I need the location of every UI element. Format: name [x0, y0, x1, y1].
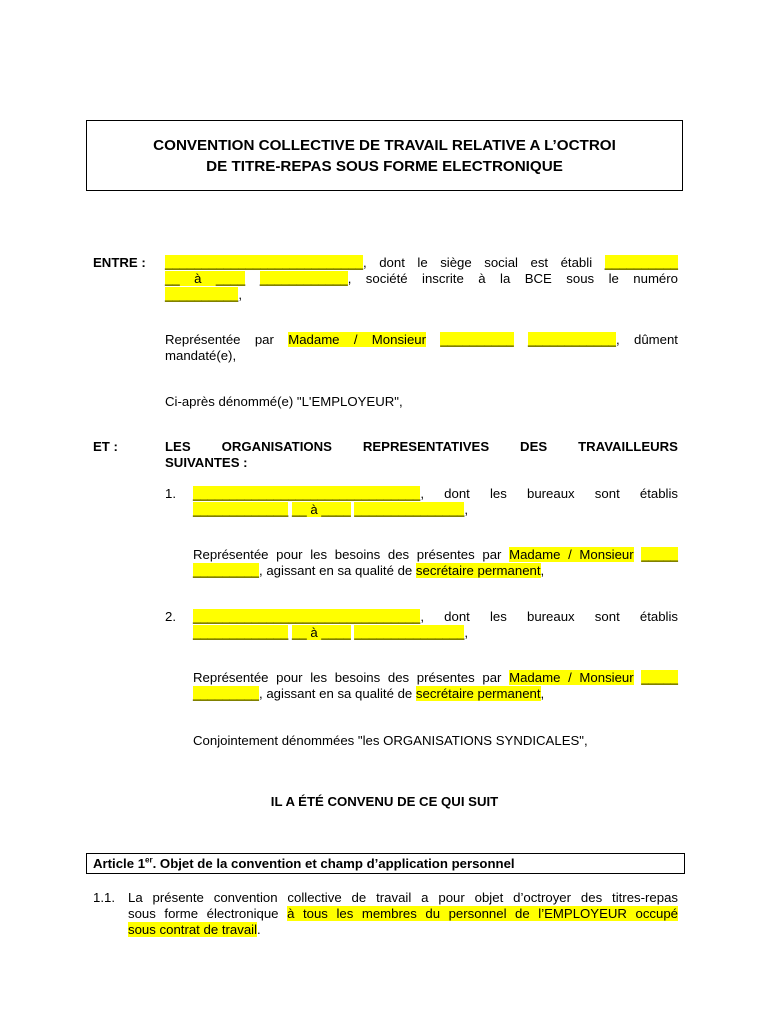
conjointement-paragraph: Conjointement dénommées "les ORGANISATIONS SYNDICALES",: [193, 733, 588, 748]
org-1-address-blank[interactable]: _____________: [193, 502, 289, 517]
clause-1-1-number: 1.1.: [93, 890, 115, 905]
madame-monsieur-highlight: Madame / Monsieur: [288, 332, 427, 347]
et-label: ET :: [93, 439, 118, 454]
org-1-rep-blank[interactable]: _____: [641, 547, 678, 562]
entre-label: ENTRE :: [93, 255, 146, 270]
org-1-paragraph: _______________________________, dont les bureaux sont établis _____________ __ à ____ _______________,: [193, 486, 678, 517]
representative-lastname-blank[interactable]: ____________: [528, 332, 617, 347]
org-2-paragraph: _______________________________, dont les bureaux sont établis _____________ __ à ____ _______________,: [193, 609, 678, 640]
convenu-heading: IL A ÉTÉ CONVENU DE CE QUI SUIT: [270, 794, 499, 809]
org-1-city-blank[interactable]: _______________: [354, 502, 465, 517]
ci-apres-paragraph: Ci-après dénommé(e) "L'EMPLOYEUR",: [165, 394, 403, 409]
representee-line-1: Représentée par Madame / Monsieur __________ ____________, dûment: [165, 332, 678, 347]
representative-firstname-blank[interactable]: __________: [440, 332, 514, 347]
representee-line-2: mandaté(e),: [165, 348, 237, 363]
org-2-rep-blank[interactable]: _____: [641, 670, 678, 685]
entre-line-1: ___________________________, dont le siège social est établi __________: [165, 255, 678, 270]
org-1-name-blank[interactable]: _______________________________: [193, 486, 421, 501]
org-2-name-blank[interactable]: _______________________________: [193, 609, 421, 624]
document-title-line-1: CONVENTION COLLECTIVE DE TRAVAIL RELATIVE A L’OCTROI: [153, 136, 616, 154]
postcode-blank[interactable]: __: [165, 271, 180, 286]
org-1-number: 1.: [165, 486, 176, 501]
bce-number-blank[interactable]: __________: [165, 287, 239, 302]
document-title-line-2: DE TITRE-REPAS SOUS FORME ELECTRONIQUE: [206, 157, 563, 175]
clause-1-1-paragraph: La présente convention collective de travail a pour objet d’octroyer des titres-repas sous forme électronique à tous les membres du personnel de l’EMPLOYEUR occupé sous contrat de travail.: [128, 890, 679, 937]
company-name-blank[interactable]: ___________________________: [165, 255, 364, 270]
org-2-number: 2.: [165, 609, 176, 624]
org-1-postcode-blank-2[interactable]: ____: [321, 502, 351, 517]
city-blank-2[interactable]: ____________: [259, 271, 348, 286]
org-1-representee: Représentée pour les besoins des présentes par Madame / Monsieur _____ _________, agissant en sa qualité de secrétaire permanent,: [193, 547, 678, 578]
document-title-box: [86, 120, 683, 191]
entre-line-2: __ à ____ ____________, société inscrite à la BCE sous le numéro: [165, 271, 678, 286]
org-2-rep-blank-2[interactable]: _________: [193, 686, 260, 701]
entre-line-3: __________,: [165, 287, 243, 302]
article-1-heading: Article 1er. Objet de la convention et champ d’application personnel: [86, 853, 685, 874]
org-1-rep-blank-2[interactable]: _________: [193, 563, 260, 578]
org-2-postcode-blank[interactable]: __: [292, 625, 307, 640]
organisations-heading: LES ORGANISATIONS REPRESENTATIVES DES TRAVAILLEURS SUIVANTES :: [165, 439, 678, 470]
org-2-representee: Représentée pour les besoins des présentes par Madame / Monsieur _____ _________, agissant en sa qualité de secrétaire permanent,: [193, 670, 678, 701]
org-2-city-blank[interactable]: _______________: [354, 625, 465, 640]
representee-paragraph: [165, 332, 678, 364]
city-blank[interactable]: ____: [215, 271, 246, 286]
org-2-postcode-blank-2[interactable]: ____: [321, 625, 351, 640]
org-1-postcode-blank[interactable]: __: [292, 502, 307, 517]
address-blank[interactable]: __________: [604, 255, 678, 270]
entre-paragraph: [165, 255, 678, 303]
org-2-address-blank[interactable]: _____________: [193, 625, 289, 640]
